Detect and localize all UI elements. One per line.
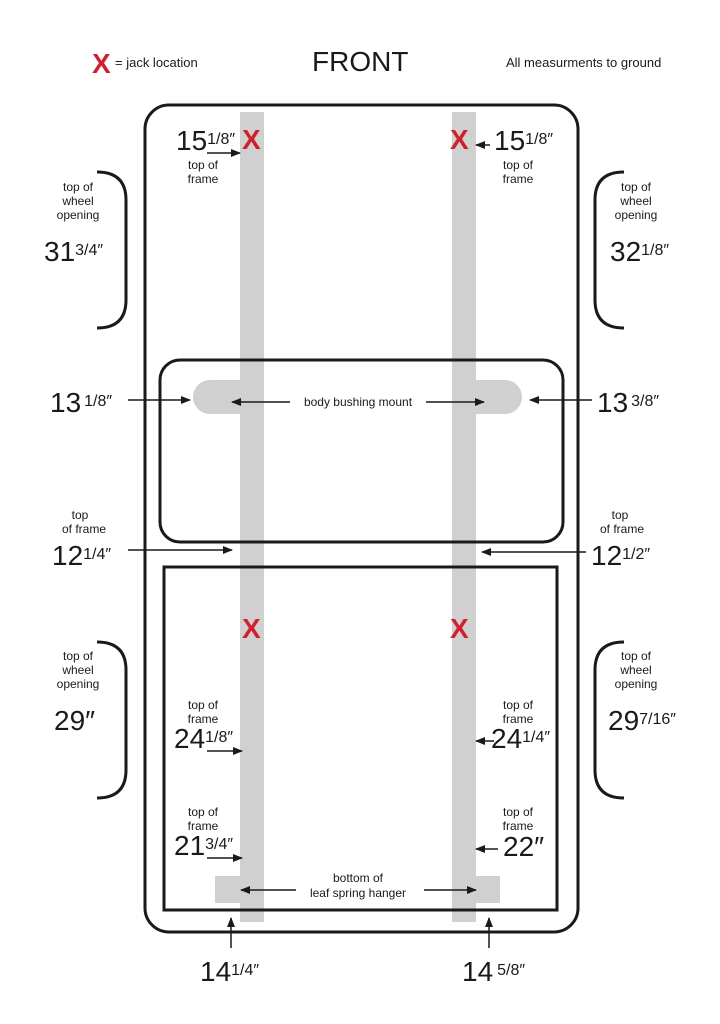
label-line-1: top of xyxy=(62,649,94,663)
value-whole: 31 xyxy=(44,236,76,267)
svg-text:121/2″ xyxy=(591,540,650,571)
hanger-left-measurement xyxy=(200,918,259,987)
value-whole: 12 xyxy=(591,540,623,571)
label-line-1: top of xyxy=(62,180,94,194)
label-line-1: top of xyxy=(187,805,219,819)
jack-mark-front-right: X xyxy=(450,124,469,155)
label-line-1: top xyxy=(71,508,89,522)
value-whole: 21 xyxy=(174,830,206,861)
label-line-2: frame xyxy=(187,172,219,186)
legend-jack-mark: X xyxy=(92,48,111,79)
value-fraction: 7/16″ xyxy=(639,711,676,728)
svg-text:297/16″ xyxy=(608,705,676,736)
rear-wheel-right-measurement xyxy=(595,642,676,798)
value-fraction: 1/4″ xyxy=(522,729,551,746)
front-wheel-right-measurement xyxy=(595,172,669,328)
svg-text:241/8″ xyxy=(174,723,233,754)
rear-frame-upper-right-measurement xyxy=(476,698,550,754)
left-value-whole: 13 xyxy=(50,387,82,418)
svg-text:145/8″ xyxy=(462,956,525,987)
measurement-note: All measurments to ground xyxy=(506,55,662,70)
label-line-3: opening xyxy=(614,677,658,691)
value: 22″ xyxy=(503,831,545,862)
label-line-2: frame xyxy=(187,819,219,833)
label-line-2: wheel xyxy=(620,194,652,208)
svg-text:151/8″ xyxy=(494,125,553,156)
value-whole: 32 xyxy=(610,236,642,267)
value-fraction: 1/4″ xyxy=(83,546,112,563)
right-value-whole: 13 xyxy=(597,387,629,418)
label-line-2: wheel xyxy=(62,663,94,677)
value: 29″ xyxy=(54,705,96,736)
value-fraction: 1/8″ xyxy=(525,131,554,148)
value-whole: 12 xyxy=(52,540,84,571)
svg-text:141/4″ xyxy=(200,956,259,987)
value-fraction: 1/8″ xyxy=(205,729,234,746)
body-bushing-mount-left xyxy=(193,380,264,414)
rear-frame-upper-left-measurement xyxy=(174,698,242,754)
label-line-3: opening xyxy=(56,677,100,691)
label-line-2: of frame xyxy=(599,522,645,536)
value-whole: 29 xyxy=(608,705,640,736)
label-line-2: frame xyxy=(187,712,219,726)
rear-wheel-left-measurement xyxy=(54,642,126,798)
value-fraction: 3/4″ xyxy=(75,242,104,259)
value-fraction: 1/8″ xyxy=(641,242,670,259)
jack-mark-front-left: X xyxy=(242,124,261,155)
left-value-fraction: 1/8″ xyxy=(84,393,113,410)
label-line-2: leaf spring hanger xyxy=(309,886,407,900)
right-value-fraction: 3/8″ xyxy=(631,393,660,410)
label-line-1: top of xyxy=(187,158,219,172)
value-whole: 14 xyxy=(200,956,232,987)
value-whole: 15 xyxy=(176,125,208,156)
mid-frame-left-measurement xyxy=(52,508,232,571)
value-fraction: 3/4″ xyxy=(205,836,234,853)
svg-text:321/8″ xyxy=(610,236,669,267)
frame-rail-left xyxy=(240,112,264,922)
mid-frame-right-measurement xyxy=(482,508,650,571)
label-line-1: top of xyxy=(187,698,219,712)
label-line-1: top of xyxy=(502,805,534,819)
label-line-2: wheel xyxy=(620,663,652,677)
label-line-1: top of xyxy=(620,180,652,194)
rear-frame-lower-left-measurement xyxy=(174,805,242,861)
value-fraction: 1/8″ xyxy=(207,131,236,148)
label-line-1: top of xyxy=(502,698,534,712)
jack-mark-rear-right: X xyxy=(450,613,469,644)
label-line-2: frame xyxy=(502,172,534,186)
front-frame-left-measurement xyxy=(176,125,240,186)
svg-text:151/8″ xyxy=(176,125,235,156)
value-whole: 14 xyxy=(462,956,494,987)
frame-rail-right xyxy=(452,112,476,922)
value-fraction: 5/8″ xyxy=(497,962,526,979)
legend-text: = jack location xyxy=(115,55,198,70)
label-line-1: top xyxy=(611,508,629,522)
svg-text:133/8″ xyxy=(597,387,659,418)
rear-frame-lower-right-measurement xyxy=(476,805,544,862)
label-line-3: opening xyxy=(56,208,100,222)
label-line-1: top of xyxy=(502,158,534,172)
value-whole: 15 xyxy=(494,125,526,156)
label-line-1: bottom of xyxy=(332,871,384,885)
svg-text:313/4″ xyxy=(44,236,103,267)
label-line-1: top of xyxy=(620,649,652,663)
body-bushing-label: body bushing mount xyxy=(303,395,413,409)
diagram-title: FRONT xyxy=(312,46,409,77)
bracket xyxy=(97,642,126,798)
jack-mark-rear-left: X xyxy=(242,613,261,644)
label-line-2: frame xyxy=(502,819,534,833)
svg-text:121/4″ xyxy=(52,540,111,571)
value-fraction: 1/2″ xyxy=(622,546,651,563)
value-fraction: 1/4″ xyxy=(231,962,260,979)
leaf-spring-hanger-measurement xyxy=(241,871,476,900)
value-whole: 24 xyxy=(491,723,523,754)
label-line-2: wheel xyxy=(62,194,94,208)
body-bushing-mount-measurement xyxy=(50,387,659,418)
label-line-3: opening xyxy=(614,208,658,222)
label-line-2: of frame xyxy=(61,522,107,536)
svg-text:213/4″ xyxy=(174,830,233,861)
value-whole: 24 xyxy=(174,723,206,754)
svg-text:241/4″ xyxy=(491,723,550,754)
front-wheel-left-measurement xyxy=(44,172,126,328)
front-frame-right-measurement xyxy=(476,125,553,186)
hanger-right-measurement xyxy=(462,918,525,987)
body-bushing-mount-right xyxy=(452,380,522,414)
label-line-2: frame xyxy=(502,712,534,726)
svg-text:131/8″ xyxy=(50,387,112,418)
